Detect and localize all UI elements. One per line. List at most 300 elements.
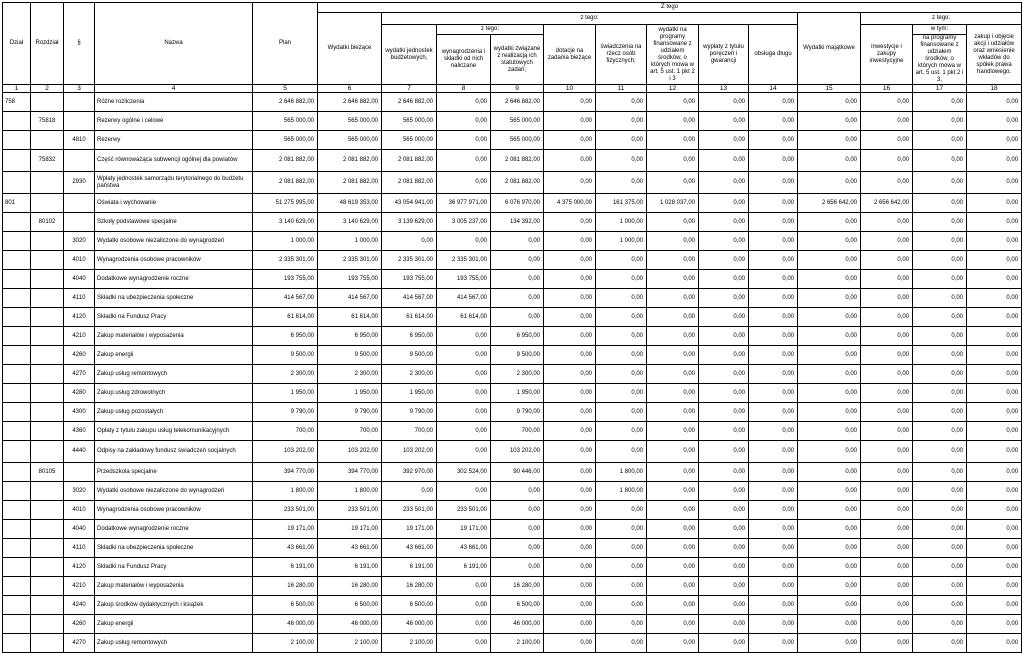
cell-value: 565 000,00 xyxy=(318,131,382,150)
cell-value: 6 500,00 xyxy=(318,596,382,615)
cell-dzial xyxy=(3,150,31,172)
cell-value: 0,00 xyxy=(491,270,544,289)
cell-value: 0,00 xyxy=(749,463,798,482)
cell-value: 0,00 xyxy=(861,577,913,596)
cell-nazwa: Dodatkowe wynagrodzenie roczne xyxy=(95,520,253,539)
cell-value: 0,00 xyxy=(913,501,967,520)
header-wydatki-biezace: Wydatki bieżące xyxy=(318,13,382,85)
cell-value: 0,00 xyxy=(699,365,749,384)
cell-rozdzial: 80105 xyxy=(31,463,64,482)
cell-value: 0,00 xyxy=(596,112,647,131)
cell-value: 0,00 xyxy=(861,615,913,634)
cell-value: 0,00 xyxy=(913,463,967,482)
cell-value: 61 614,00 xyxy=(318,308,382,327)
cell-value: 2 656 642,00 xyxy=(861,194,913,213)
cell-value: 0,00 xyxy=(596,365,647,384)
cell-value: 0,00 xyxy=(861,172,913,194)
cell-dzial xyxy=(3,289,31,308)
cell-value: 9 500,00 xyxy=(491,346,544,365)
table-row xyxy=(3,577,1022,596)
cell-dzial xyxy=(3,596,31,615)
cell-value: 6 950,00 xyxy=(382,327,437,346)
cell-value: 0,00 xyxy=(544,520,596,539)
cell-value: 2 100,00 xyxy=(491,634,544,653)
cell-value: 0,00 xyxy=(699,270,749,289)
column-number: 15 xyxy=(798,85,861,93)
cell-value: 0,00 xyxy=(596,615,647,634)
cell-value: 0,00 xyxy=(749,596,798,615)
cell-value: 700,00 xyxy=(382,422,437,441)
cell-value: 0,00 xyxy=(913,384,967,403)
cell-value: 0,00 xyxy=(596,558,647,577)
cell-value: 1 000,00 xyxy=(318,232,382,251)
cell-rozdzial xyxy=(31,251,64,270)
table-row xyxy=(3,634,1022,653)
cell-value: 0,00 xyxy=(749,441,798,463)
cell-value: 0,00 xyxy=(749,112,798,131)
cell-value: 61 614,00 xyxy=(253,308,318,327)
cell-dzial xyxy=(3,422,31,441)
cell-value: 565 000,00 xyxy=(382,131,437,150)
cell-value: 0,00 xyxy=(699,403,749,422)
cell-value: 0,00 xyxy=(967,346,1022,365)
table-row xyxy=(3,194,1022,213)
cell-rozdzial xyxy=(31,441,64,463)
header-obsluga-dlugu: obsługa długu xyxy=(749,25,798,85)
cell-value: 0,00 xyxy=(647,232,699,251)
cell-value: 0,00 xyxy=(913,634,967,653)
cell-value: 46 000,00 xyxy=(382,615,437,634)
cell-value: 0,00 xyxy=(861,384,913,403)
cell-rozdzial xyxy=(31,482,64,501)
cell-dzial xyxy=(3,131,31,150)
cell-value: 0,00 xyxy=(596,501,647,520)
cell-value: 2 646 882,00 xyxy=(491,93,544,112)
cell-value: 0,00 xyxy=(967,308,1022,327)
cell-nazwa: Rezerwy xyxy=(95,131,253,150)
cell-rozdzial xyxy=(31,289,64,308)
cell-value: 0,00 xyxy=(798,539,861,558)
cell-value: 0,00 xyxy=(913,558,967,577)
cell-paragraf: 4110 xyxy=(64,539,95,558)
cell-value: 0,00 xyxy=(861,131,913,150)
cell-value: 0,00 xyxy=(913,327,967,346)
cell-value: 565 000,00 xyxy=(491,131,544,150)
cell-value: 0,00 xyxy=(798,93,861,112)
table-row xyxy=(3,112,1022,131)
cell-value: 0,00 xyxy=(861,150,913,172)
cell-value: 0,00 xyxy=(861,112,913,131)
cell-value: 0,00 xyxy=(596,577,647,596)
cell-value: 1 800,00 xyxy=(253,482,318,501)
cell-value: 0,00 xyxy=(749,615,798,634)
cell-value: 90 446,00 xyxy=(491,463,544,482)
cell-value: 16 280,00 xyxy=(318,577,382,596)
cell-value: 0,00 xyxy=(749,346,798,365)
cell-value: 0,00 xyxy=(913,194,967,213)
cell-nazwa: Zakup materiałów i wyposażenia xyxy=(95,577,253,596)
cell-value: 0,00 xyxy=(798,520,861,539)
table-body xyxy=(3,93,1022,653)
header-inwestycje: inwestycje i zakupy inwestycyjne xyxy=(861,25,913,85)
column-number: 16 xyxy=(861,85,913,93)
cell-nazwa: Wynagrodzenia osobowe pracowników xyxy=(95,251,253,270)
cell-value: 0,00 xyxy=(647,441,699,463)
cell-value: 4 375 000,00 xyxy=(544,194,596,213)
cell-value: 565 000,00 xyxy=(318,112,382,131)
cell-paragraf xyxy=(64,213,95,232)
cell-value: 0,00 xyxy=(699,308,749,327)
cell-value: 0,00 xyxy=(798,441,861,463)
cell-value: 0,00 xyxy=(437,384,491,403)
cell-paragraf: 4270 xyxy=(64,634,95,653)
cell-dzial: 758 xyxy=(3,93,31,112)
header-plan: Plan xyxy=(253,3,318,85)
cell-value: 0,00 xyxy=(491,520,544,539)
cell-value: 0,00 xyxy=(699,539,749,558)
cell-dzial xyxy=(3,482,31,501)
cell-value: 0,00 xyxy=(861,441,913,463)
cell-value: 0,00 xyxy=(382,482,437,501)
cell-value: 0,00 xyxy=(699,384,749,403)
table-row xyxy=(3,251,1022,270)
cell-paragraf: 4280 xyxy=(64,384,95,403)
cell-value: 0,00 xyxy=(699,232,749,251)
header-nazwa: Nazwa xyxy=(95,3,253,85)
cell-value: 0,00 xyxy=(967,327,1022,346)
cell-value: 302 524,00 xyxy=(437,463,491,482)
cell-value: 0,00 xyxy=(491,251,544,270)
table-row xyxy=(3,520,1022,539)
cell-value: 0,00 xyxy=(861,251,913,270)
cell-value: 0,00 xyxy=(544,112,596,131)
cell-value: 0,00 xyxy=(437,172,491,194)
header-paragraf: § xyxy=(64,3,95,85)
cell-dzial xyxy=(3,441,31,463)
cell-rozdzial xyxy=(31,327,64,346)
cell-value: 0,00 xyxy=(798,327,861,346)
cell-value: 0,00 xyxy=(861,346,913,365)
cell-value: 6 950,00 xyxy=(253,327,318,346)
cell-value: 0,00 xyxy=(913,577,967,596)
cell-value: 161 375,00 xyxy=(596,194,647,213)
cell-nazwa: Przedszkola specjalne xyxy=(95,463,253,482)
cell-value: 3 140 629,00 xyxy=(253,213,318,232)
cell-value: 0,00 xyxy=(437,577,491,596)
cell-value: 0,00 xyxy=(967,289,1022,308)
cell-value: 9 500,00 xyxy=(382,346,437,365)
cell-value: 0,00 xyxy=(699,558,749,577)
table-row xyxy=(3,270,1022,289)
cell-value: 233 501,00 xyxy=(318,501,382,520)
cell-dzial xyxy=(3,251,31,270)
cell-value: 2 300,00 xyxy=(491,365,544,384)
column-number: 17 xyxy=(913,85,967,93)
header-dotacje: dotacje na zadania bieżące xyxy=(544,25,596,85)
cell-value: 0,00 xyxy=(749,327,798,346)
cell-value: 0,00 xyxy=(544,131,596,150)
cell-paragraf: 4040 xyxy=(64,520,95,539)
cell-rozdzial xyxy=(31,422,64,441)
cell-nazwa: Opłaty z tytułu zakupu usług telekomunikacyjnych xyxy=(95,422,253,441)
cell-rozdzial xyxy=(31,365,64,384)
cell-value: 0,00 xyxy=(967,615,1022,634)
header-z-tego-majatkowe: z tego: xyxy=(861,13,1022,25)
cell-value: 0,00 xyxy=(861,463,913,482)
cell-rozdzial xyxy=(31,615,64,634)
column-number: 12 xyxy=(647,85,699,93)
cell-value: 700,00 xyxy=(318,422,382,441)
cell-rozdzial xyxy=(31,634,64,653)
cell-dzial xyxy=(3,346,31,365)
cell-value: 0,00 xyxy=(647,270,699,289)
cell-value: 0,00 xyxy=(699,520,749,539)
cell-value: 0,00 xyxy=(967,539,1022,558)
cell-value: 0,00 xyxy=(967,577,1022,596)
cell-value: 0,00 xyxy=(437,482,491,501)
cell-value: 0,00 xyxy=(861,539,913,558)
cell-value: 0,00 xyxy=(544,232,596,251)
cell-value: 2 335 301,00 xyxy=(382,251,437,270)
cell-value: 0,00 xyxy=(647,463,699,482)
cell-paragraf: 4240 xyxy=(64,596,95,615)
cell-value: 0,00 xyxy=(967,558,1022,577)
cell-value: 19 171,00 xyxy=(382,520,437,539)
cell-paragraf: 4300 xyxy=(64,403,95,422)
cell-paragraf: 4120 xyxy=(64,308,95,327)
cell-rozdzial xyxy=(31,596,64,615)
table-row xyxy=(3,93,1022,112)
cell-dzial: 801 xyxy=(3,194,31,213)
cell-value: 193 755,00 xyxy=(253,270,318,289)
cell-nazwa: Wynagrodzenia osobowe pracowników xyxy=(95,501,253,520)
cell-value: 103 202,00 xyxy=(318,441,382,463)
cell-value: 0,00 xyxy=(437,403,491,422)
cell-rozdzial xyxy=(31,577,64,596)
cell-value: 103 202,00 xyxy=(491,441,544,463)
column-number: 8 xyxy=(437,85,491,93)
cell-dzial xyxy=(3,327,31,346)
cell-value: 0,00 xyxy=(749,93,798,112)
cell-value: 0,00 xyxy=(596,346,647,365)
cell-nazwa: Część równoważąca subwencji ogólnej dla powiatów xyxy=(95,150,253,172)
cell-rozdzial xyxy=(31,539,64,558)
cell-value: 48 619 353,00 xyxy=(318,194,382,213)
cell-nazwa: Zakup usług remontowych xyxy=(95,365,253,384)
cell-value: 0,00 xyxy=(596,539,647,558)
header-wynagrodzenia: wynagrodzenia i składki od nich naliczane xyxy=(437,35,491,85)
cell-nazwa: Składki na Fundusz Pracy xyxy=(95,558,253,577)
cell-value: 0,00 xyxy=(647,403,699,422)
cell-value: 43 661,00 xyxy=(382,539,437,558)
table-row xyxy=(3,289,1022,308)
cell-value: 0,00 xyxy=(913,441,967,463)
cell-value: 1 000,00 xyxy=(596,232,647,251)
header-zakup-akcji: zakup i objęcie akcji i udziałów oraz wniesienie wkładów do spółek prawa handlowego. xyxy=(967,25,1022,85)
cell-paragraf: 4260 xyxy=(64,346,95,365)
cell-value: 0,00 xyxy=(596,384,647,403)
cell-rozdzial xyxy=(31,520,64,539)
cell-value: 0,00 xyxy=(967,232,1022,251)
cell-dzial xyxy=(3,403,31,422)
cell-value: 0,00 xyxy=(699,441,749,463)
cell-value: 0,00 xyxy=(913,403,967,422)
cell-paragraf: 3020 xyxy=(64,482,95,501)
cell-nazwa: Zakup środków dydaktycznych i książek xyxy=(95,596,253,615)
cell-value: 0,00 xyxy=(544,558,596,577)
table-row xyxy=(3,384,1022,403)
cell-paragraf: 4210 xyxy=(64,577,95,596)
cell-dzial xyxy=(3,384,31,403)
cell-value: 0,00 xyxy=(913,596,967,615)
column-number: 3 xyxy=(64,85,95,93)
cell-value: 0,00 xyxy=(749,251,798,270)
cell-value: 0,00 xyxy=(699,346,749,365)
table-row xyxy=(3,596,1022,615)
cell-paragraf: 4810 xyxy=(64,131,95,150)
cell-value: 3 140 629,00 xyxy=(318,213,382,232)
cell-value: 0,00 xyxy=(544,308,596,327)
cell-value: 0,00 xyxy=(647,482,699,501)
cell-nazwa: Wydatki osobowe niezaliczone do wynagrodzeń xyxy=(95,232,253,251)
cell-value: 0,00 xyxy=(699,251,749,270)
cell-nazwa: Zakup usług remontowych xyxy=(95,634,253,653)
cell-value: 0,00 xyxy=(699,112,749,131)
cell-value: 0,00 xyxy=(699,131,749,150)
cell-value: 0,00 xyxy=(544,422,596,441)
cell-value: 0,00 xyxy=(913,422,967,441)
cell-value: 0,00 xyxy=(913,93,967,112)
cell-value: 19 171,00 xyxy=(253,520,318,539)
cell-value: 2 100,00 xyxy=(253,634,318,653)
cell-value: 0,00 xyxy=(647,615,699,634)
cell-value: 0,00 xyxy=(913,289,967,308)
cell-value: 0,00 xyxy=(647,634,699,653)
cell-value: 6 950,00 xyxy=(318,327,382,346)
cell-value: 0,00 xyxy=(544,501,596,520)
column-number: 6 xyxy=(318,85,382,93)
cell-value: 0,00 xyxy=(967,384,1022,403)
cell-value: 0,00 xyxy=(967,634,1022,653)
cell-value: 0,00 xyxy=(437,422,491,441)
cell-value: 0,00 xyxy=(913,112,967,131)
column-number: 7 xyxy=(382,85,437,93)
cell-value: 0,00 xyxy=(913,308,967,327)
cell-rozdzial xyxy=(31,172,64,194)
cell-value: 0,00 xyxy=(491,558,544,577)
cell-rozdzial xyxy=(31,308,64,327)
cell-value: 0,00 xyxy=(798,365,861,384)
table-row xyxy=(3,615,1022,634)
cell-value: 0,00 xyxy=(798,615,861,634)
cell-value: 0,00 xyxy=(798,558,861,577)
column-number: 14 xyxy=(749,85,798,93)
cell-value: 0,00 xyxy=(699,596,749,615)
cell-paragraf: 4010 xyxy=(64,501,95,520)
cell-value: 16 280,00 xyxy=(491,577,544,596)
cell-nazwa: Zakup energii xyxy=(95,346,253,365)
cell-value: 193 755,00 xyxy=(318,270,382,289)
cell-rozdzial xyxy=(31,131,64,150)
cell-value: 0,00 xyxy=(596,634,647,653)
cell-value: 0,00 xyxy=(544,539,596,558)
cell-nazwa: Zakup energii xyxy=(95,615,253,634)
cell-value: 0,00 xyxy=(913,346,967,365)
cell-value: 0,00 xyxy=(861,270,913,289)
cell-value: 3 005 237,00 xyxy=(437,213,491,232)
cell-value: 0,00 xyxy=(647,558,699,577)
cell-paragraf xyxy=(64,150,95,172)
cell-nazwa: Rezerwy ogólne i celowe xyxy=(95,112,253,131)
cell-value: 0,00 xyxy=(647,308,699,327)
cell-value: 0,00 xyxy=(913,270,967,289)
cell-value: 0,00 xyxy=(967,501,1022,520)
cell-value: 0,00 xyxy=(596,441,647,463)
cell-dzial xyxy=(3,365,31,384)
cell-value: 0,00 xyxy=(544,463,596,482)
cell-rozdzial xyxy=(31,403,64,422)
table-row xyxy=(3,365,1022,384)
cell-value: 0,00 xyxy=(967,172,1022,194)
table-row xyxy=(3,403,1022,422)
cell-paragraf: 2930 xyxy=(64,172,95,194)
cell-value: 0,00 xyxy=(382,232,437,251)
cell-value: 2 646 882,00 xyxy=(253,93,318,112)
cell-value: 6 500,00 xyxy=(491,596,544,615)
cell-value: 0,00 xyxy=(798,463,861,482)
cell-value: 1 800,00 xyxy=(318,482,382,501)
cell-value: 0,00 xyxy=(967,150,1022,172)
cell-paragraf: 4440 xyxy=(64,441,95,463)
cell-value: 0,00 xyxy=(749,289,798,308)
cell-value: 0,00 xyxy=(749,131,798,150)
cell-value: 9 790,00 xyxy=(491,403,544,422)
cell-value: 0,00 xyxy=(749,634,798,653)
cell-dzial xyxy=(3,520,31,539)
cell-value: 0,00 xyxy=(798,308,861,327)
cell-paragraf: 3020 xyxy=(64,232,95,251)
cell-dzial xyxy=(3,463,31,482)
cell-value: 0,00 xyxy=(861,232,913,251)
cell-paragraf xyxy=(64,93,95,112)
cell-value: 0,00 xyxy=(699,463,749,482)
cell-value: 6 191,00 xyxy=(437,558,491,577)
cell-value: 0,00 xyxy=(544,596,596,615)
cell-value: 0,00 xyxy=(913,131,967,150)
column-number: 13 xyxy=(699,85,749,93)
cell-dzial xyxy=(3,232,31,251)
cell-dzial xyxy=(3,172,31,194)
cell-value: 1 950,00 xyxy=(382,384,437,403)
cell-value: 0,00 xyxy=(967,520,1022,539)
cell-rozdzial xyxy=(31,501,64,520)
cell-value: 36 977 971,00 xyxy=(437,194,491,213)
cell-value: 392 970,00 xyxy=(382,463,437,482)
cell-dzial xyxy=(3,558,31,577)
cell-value: 0,00 xyxy=(596,93,647,112)
cell-value: 0,00 xyxy=(699,634,749,653)
header-w-tym: w tym: xyxy=(913,25,967,35)
table-row xyxy=(3,422,1022,441)
cell-value: 0,00 xyxy=(596,131,647,150)
cell-value: 6 191,00 xyxy=(253,558,318,577)
table-row xyxy=(3,539,1022,558)
cell-value: 0,00 xyxy=(798,232,861,251)
cell-value: 0,00 xyxy=(699,482,749,501)
cell-value: 2 081 882,00 xyxy=(491,150,544,172)
cell-dzial xyxy=(3,112,31,131)
cell-value: 46 000,00 xyxy=(318,615,382,634)
